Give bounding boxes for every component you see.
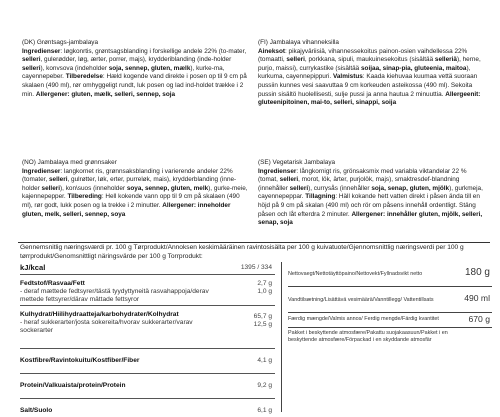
net-weight-label: Nettovaegt/Nettotäyttöpaino/Nettovekt/Fyllnadsvikt netto <box>288 271 423 277</box>
text-segment: : långkornigt ris, grönsaksmix med variabla viktandelar 22 % (tomat, <box>258 167 467 184</box>
bold-segment: selleri <box>279 176 299 184</box>
text-segment: : Kaada kiehuvaa kuumaa vettä suoraan pussiin kunnes vesi saavuttaa 9 cm korkeuden asteikossa (490 ml). Sekoita pussin sisältö huolellisesti, sulje pussi ja anna hautua 2 minuuttia. <box>258 73 478 98</box>
label-block-dk <box>22 39 250 99</box>
bold-segment: soijaa, sinap-pia, gluteenia, maitoa <box>361 64 467 72</box>
net-weight-row <box>288 262 492 287</box>
text-segment: : Hæld kogende vand direkte i posen op til 9 cm på skalaen (490 ml), rør omhyggeligt rundt, luk posen og lad ind-holdet trække i 2 min. <box>22 73 247 98</box>
ingredients-label-no: Ingredienser <box>22 167 61 175</box>
nutrition-header: Gennemsnitlig næringsværdi pr. 100 g Tørprodukt/Annoksen keskimääräinen ravintosisälta per 100 g kuivatuote/Gjennomsnittlig næringsverdi per 100 g tørrprodukt/Genomsnittligt näringsvärde per 100 g Torrprodukt: <box>20 244 464 260</box>
energy-label: kJ/kcal <box>20 263 46 272</box>
saturated-fat-value: 1,0 g <box>257 288 272 296</box>
carbs-values <box>254 313 272 330</box>
ingredients-label-se: Ingredienser <box>258 167 297 175</box>
block-header-dk: (DK) Grøntsags-jambalaya <box>22 39 98 46</box>
vertical-divider <box>281 262 282 412</box>
fiber-label: Kostfibre/Ravintokuitu/Kostfiber/Fiber <box>20 357 140 364</box>
bold-segment: Allergener: inneholder gluten, melk, selleri, sennep, soya <box>22 201 231 218</box>
text-segment: , gulerødder, løg, ærter, porrer, majs), krydderiblanding (inde-holder <box>40 56 232 64</box>
text-segment: : pikajyväriisiä, vihannessekoitus painon-osien vaihdellessa 22% (tomaatti, <box>258 47 468 64</box>
ingredients-body-se <box>258 168 483 227</box>
text-segment: ), gurke-meie, kajennepepper. <box>22 184 248 201</box>
text-segment: ), kurkuma, cayennepippuri. <box>258 64 471 81</box>
bold-segment: selleriä <box>434 56 457 64</box>
label-block-fi <box>258 39 488 108</box>
label-block-no <box>22 159 250 219</box>
nutrition-row-carbs <box>20 306 275 349</box>
block-header-fi: (FI) Jambalaya vihanneksilla <box>258 39 339 46</box>
block-text-se <box>258 168 488 228</box>
bold-segment: soja, sennep, gluten, mælk <box>108 64 191 72</box>
fat-value: 2,7 g <box>257 280 272 287</box>
sugars-value: 12,5 g <box>253 321 272 329</box>
packaging-note: Pakket i beskyttende atmosfære/Pakattu suojakaasuun/Pakket i en beskyttende atmosfære/Förpackad i en skyddande atmosfär <box>288 330 448 343</box>
nutrition-table <box>20 262 275 417</box>
bold-segment: Allergener: gluten, mælk, selleri, sennep, soja <box>35 90 176 98</box>
bold-segment: selleri <box>41 184 61 192</box>
fat-label: Fedtstof/Rasvaa/Fett <box>20 280 85 287</box>
block-header-se: (SE) Vegetarisk Jambalaya <box>258 159 336 166</box>
text-segment: , porkkana, sipuli, maukuinesekoitus (sisältää <box>304 56 435 64</box>
ingredients-body-dk <box>22 48 247 98</box>
text-segment: ), herne, purjo, maissi), currykastike (sisältää <box>258 56 481 72</box>
carbs-sub-label: - heraf sukkerarter/josta sokereita/hvorav sukkerarter/varav sockerarter <box>20 319 193 335</box>
text-segment: ), kon\suos (inneholder <box>60 184 127 192</box>
text-segment: : langkornet ris, grønnsaksblanding i varierende andeler 22% (tomater, <box>22 167 233 184</box>
finished-label: Færdig mængde/Valmis annos/ Ferdig mengde/Färdig kvantitet <box>288 316 439 322</box>
water-row <box>288 287 492 313</box>
protein-label: Protein/Valkuaista/protein/Protein <box>20 382 126 389</box>
text-segment: , gulrøtter, løk, erter, purreløk, mais), krydderblanding (inne-holder <box>22 176 237 192</box>
bold-segment: selleri <box>49 176 68 184</box>
packaging-row <box>288 328 492 348</box>
bold-segment: Tilberedelse <box>65 73 103 81</box>
nutrition-row-protein <box>20 374 275 399</box>
nutrition-row-fat <box>20 275 275 306</box>
salt-label: Salt/Suolo <box>20 407 53 414</box>
ingredients-label-dk: Ingredienser <box>22 47 61 55</box>
bold-segment: Allergener: innehåller gluten, mjölk, selleri, senap, soja <box>258 210 483 227</box>
text-segment: : Hell kokende vann opp til 9 cm på skalaen (490 ml), rør godt, lukk posen og la trekke i 2 minutter. <box>22 193 240 209</box>
water-label: Vandtilsætning/Lisättävä vesimäärä/Vanntillegg/ Vattentillsats <box>288 297 434 303</box>
fat-sub-label: - deraf mættede fedtsyrer/tästä tyydyttyneitä rasvahappoja/derav mettede fettsyrer/därav mättade fettsyror <box>20 288 209 304</box>
bold-segment: soja, senap, gluten, mjölk <box>371 184 450 192</box>
nutrition-row-salt <box>20 399 275 417</box>
water-value: 490 ml <box>464 293 490 303</box>
bold-segment: selleri <box>22 56 41 64</box>
fiber-value: 4,1 g <box>257 357 272 364</box>
bold-segment: Allergeenit: gluteenipitoinen, mai-to, selleri, sinappi, soija <box>258 90 481 107</box>
finished-row <box>288 313 492 328</box>
label-block-se <box>258 159 488 228</box>
nutrition-divider <box>18 242 490 243</box>
bold-segment: selleri <box>22 64 41 72</box>
carbs-value: 65,7 g <box>253 313 272 320</box>
text-segment: : Häll kokande hett vatten direkt i påsen ända till en höjd på 9 cm på skalan (490 ml) och rör om påsens innehåll ordentligt. Stäng påsen och låt efterdra 2 minuter. <box>258 193 480 218</box>
text-segment: ), kurke-ma, cayennepeber. <box>22 64 225 81</box>
finished-value: 670 g <box>468 314 490 324</box>
carbs-label: Kulhydrat/Hiilihydraatteja/karbohydrater/Kolhydrat <box>20 311 179 318</box>
text-segment: : løgkonrtis, grøntsagsblanding i forskellige andele 22% (to-mater, <box>60 47 247 55</box>
bold-segment: Valmistus <box>332 73 363 81</box>
nutrition-row-fiber <box>20 349 275 374</box>
ingredients-body-fi <box>258 48 481 107</box>
bold-segment: soya, sennep, gluten, melk <box>126 184 209 192</box>
bold-segment: Tillagning <box>305 193 336 201</box>
text-segment: ), konvsova (indeholder <box>40 64 109 72</box>
nutrition-row-energy <box>20 262 275 275</box>
bold-segment: selleri <box>286 56 305 64</box>
text-segment: ), currysås (innehåller <box>308 184 372 192</box>
bold-segment: Tilbereding <box>67 193 102 201</box>
text-segment: , morot, lök, ärter, purjolök, majs), smaktresdef-blandning (innehåller <box>258 176 460 192</box>
ingredients-label-fi: Aineksot <box>258 47 285 55</box>
bold-segment: selleri <box>289 184 309 192</box>
ingredients-body-no <box>22 168 248 218</box>
protein-value: 9,2 g <box>257 382 272 389</box>
package-info <box>288 262 492 348</box>
text-segment: ), gurkmeja, cayennepeppar. <box>258 184 483 201</box>
net-weight-value: 180 g <box>464 267 490 278</box>
fat-values <box>257 280 272 297</box>
energy-value: 1395 / 334 <box>240 264 272 271</box>
block-text-fi <box>258 48 488 108</box>
block-text-no <box>22 168 250 220</box>
salt-value: 6,1 g <box>257 407 272 414</box>
block-text-dk <box>22 48 250 100</box>
block-header-no: (NO) Jambalaya med grønnsaker <box>22 159 117 166</box>
